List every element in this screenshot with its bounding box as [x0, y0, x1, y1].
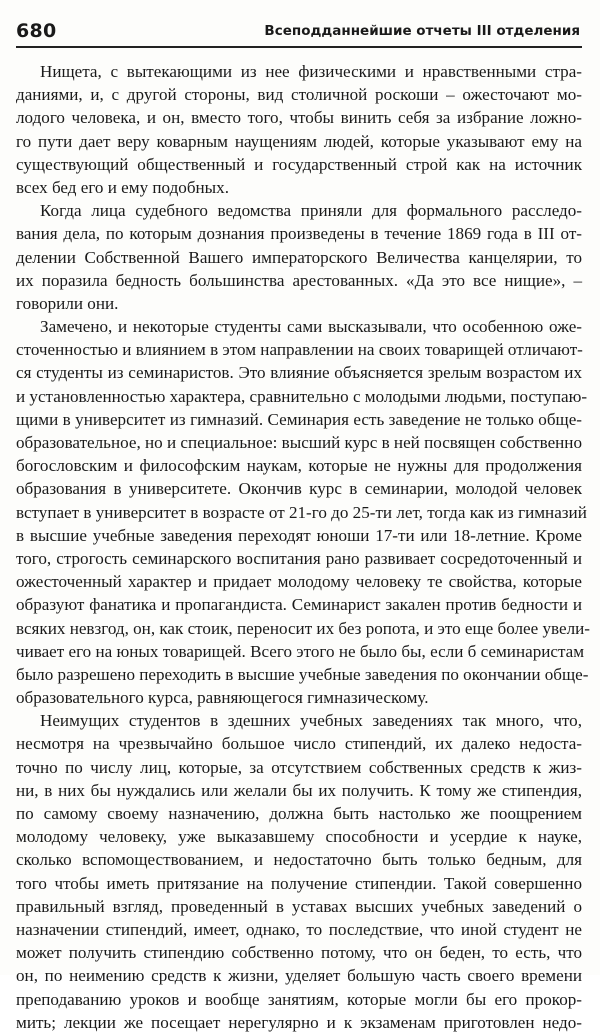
text-line: он, по неимению средств к жизни, уделяет большую часть своего времени — [16, 966, 582, 986]
text-line: и установленностью характера, сравнительно с молодыми людьми, поступаю- — [16, 386, 588, 406]
text-line: того чтобы иметь притязание на получение стипендии. Такой совершенно — [16, 873, 582, 893]
text-line: правильный взгляд, проведенный в уставах высших учебных заведений о — [16, 896, 582, 916]
text-line: ся студенты из семинаристов. Это влияние объясняется зрелым возрастом их — [16, 363, 582, 383]
paragraph — [16, 315, 590, 709]
text-line: образовательного курса, равняющегося гимназическому. — [16, 688, 429, 708]
text-line: преподаванию уроков и вообще занятиям, которые могли бы его прокор- — [16, 989, 582, 1009]
text-line: их поразила бедность большинства арестованных. «Да это все нищие», – — [16, 270, 582, 290]
text-line: богословским и философским наукам, которые не нужны для продолжения — [16, 456, 582, 476]
text-line: Когда лица судебного ведомства приняли для формального расследо- — [40, 201, 582, 221]
text-line: молодому человеку, уже выказавшему способности и усердие к науке, — [16, 827, 582, 847]
body-text — [16, 60, 590, 1034]
page-header — [16, 12, 582, 48]
text-line: существующий общественный и государственный строй как на источник — [16, 154, 582, 174]
text-line: всяких невзгод, он, как стоик, переносит их без ропота, и это еще более увели- — [16, 618, 590, 638]
text-line: сколько вспомоществованием, и недостаточно быть только бедным, для — [16, 850, 582, 870]
text-line: может получить стипендию собственно потому, что он беден, то есть, что — [16, 943, 582, 963]
paragraph — [16, 199, 582, 315]
text-line: ожесточенный характер и придает молодому человеку те свойства, которые — [16, 572, 582, 592]
text-line: мить; лекции же посещает нерегулярно и к экзаменам приготовлен недо- — [16, 1012, 582, 1032]
page-number: 680 — [16, 20, 57, 42]
text-line: говорили они. — [16, 293, 119, 313]
paragraph — [16, 60, 582, 199]
text-line: образуют фанатика и пропагандиста. Семинарист закален против бедности и — [16, 595, 582, 615]
text-line: вступает в университет в возрасте от 21-го до 25-ти лет, тогда как из гимназий — [16, 502, 587, 522]
text-line: сточенностью и влиянием в этом направлении на своих товарищей отличают- — [16, 340, 583, 360]
text-line: образовательное, но и специальное: высший курс в ней посвящен собственно — [16, 433, 582, 452]
text-line: Замечено, и некоторые студенты сами высказывали, что особенною оже- — [40, 317, 582, 337]
text-line: по самому своему назначению, должна быть настолько же поощрением — [16, 804, 582, 823]
text-line: в высшие учебные заведения переходят юноши 17-ти или 18-летние. Кроме — [16, 525, 582, 545]
text-line: ни, в них бы нуждались или желали бы их получить. К тому же стипендия, — [16, 780, 582, 800]
text-line: вания дела, по которым дознания произведены в течение 1869 года в III от- — [16, 224, 582, 244]
text-line: было разрешено переходить в высшие учебные заведения по окончании обще- — [16, 664, 589, 684]
text-line: го пути дает веру коварным наущениям людей, которые указывают ему на — [16, 131, 582, 151]
text-line: всех бед его и ему подобных. — [16, 177, 229, 197]
text-line: Нищета, с вытекающими из нее физическими и нравственными стра- — [40, 62, 582, 81]
text-line: щими в университет из гимназий. Семинария есть заведение не только обще- — [16, 409, 582, 429]
text-line: чивает его на юных товарищей. Всего этого не было бы, если б семинаристам — [16, 641, 585, 661]
text-line: образования в университете. Окончив курс в семинарии, молодой человек — [16, 479, 582, 499]
text-line: лодого человека, и он, вместо того, чтобы винить себя за избрание ложно- — [16, 108, 582, 128]
text-line: несмотря на чрезвычайно большое число стипендий, их далеко недоста- — [16, 734, 582, 754]
text-line: точно по числу лиц, которые, за отсутствием собственных средств к жиз- — [16, 757, 582, 777]
text-line: делении Собственной Вашего императорского Величества канцелярии, то — [16, 247, 582, 267]
running-title: Всеподданнейшие отчеты III отделения — [264, 23, 580, 39]
text-line: назначении стипендий, имеет, однако, то последствие, что иной студент не — [16, 919, 582, 939]
text-line: Неимущих студентов в здешних учебных заведениях так много, что, — [40, 711, 582, 731]
paragraph — [16, 709, 582, 1034]
text-line: даниями, и, с другой стороны, вид столичной роскоши – ожесточают мо- — [16, 85, 582, 105]
text-line: того, строгость семинарского воспитания рано развивает сосредоточенный и — [16, 548, 582, 568]
